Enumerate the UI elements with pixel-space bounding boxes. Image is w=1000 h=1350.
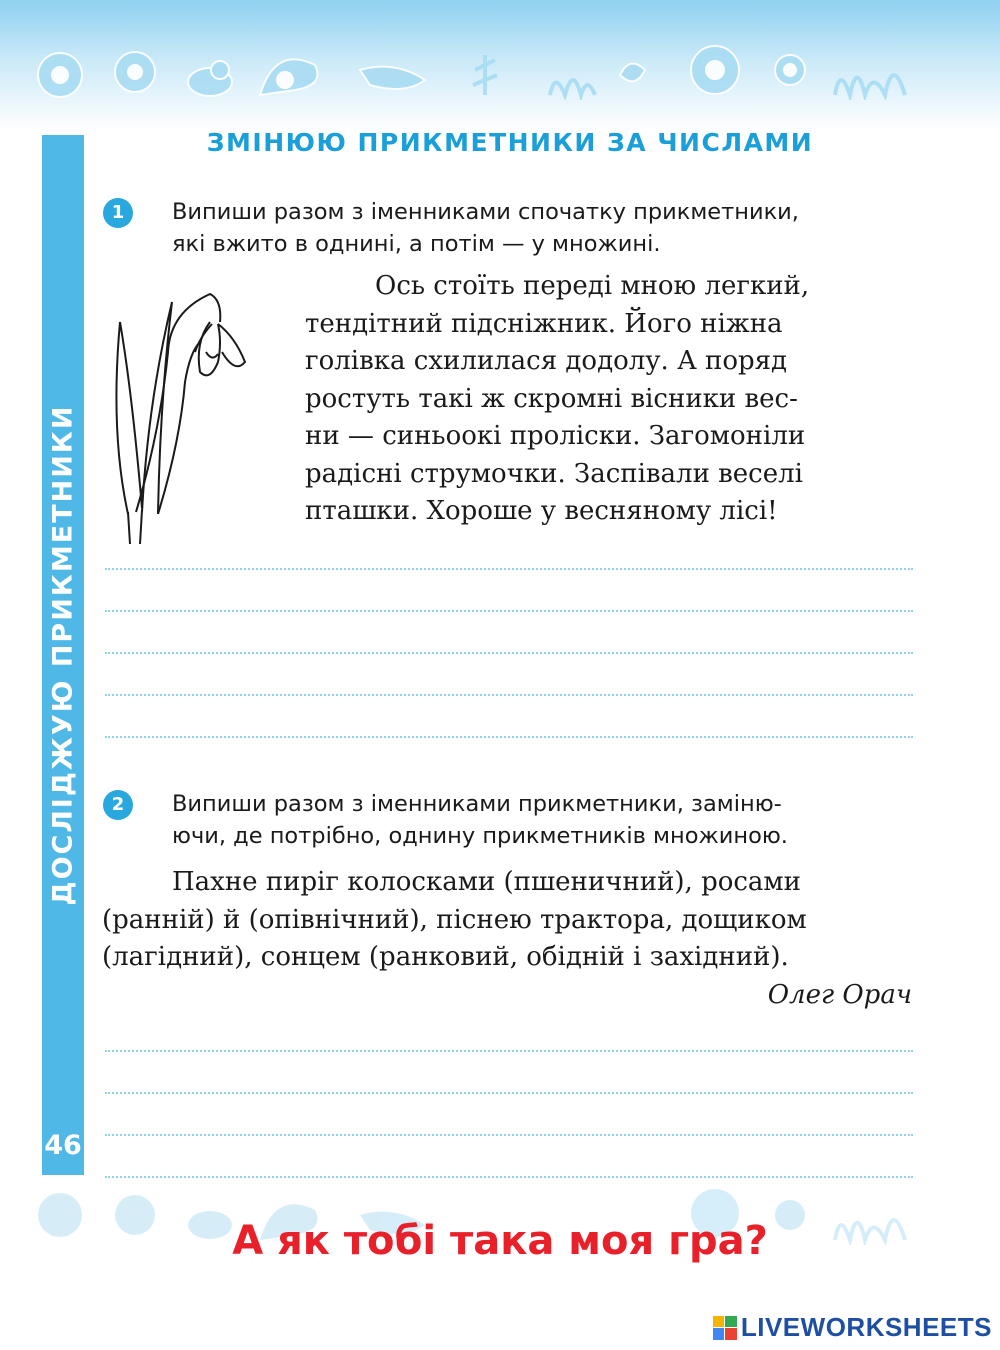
task-2-number: 2 — [103, 790, 133, 820]
instruction-line: ючи, де потрібно, однину прикметників множиною. — [172, 823, 788, 849]
liveworksheets-logo-icon — [713, 1316, 737, 1340]
page-number: 46 — [44, 1130, 82, 1161]
instruction-line: Випиши разом з іменниками прикметники, заміню- — [172, 791, 782, 817]
instruction-line: які вжито в однині, а потім — у множині. — [172, 231, 661, 257]
page-title: ЗМІНЮЮ ПРИКМЕТНИКИ ЗА ЧИСЛАМИ — [206, 128, 814, 157]
task-1-number: 1 — [103, 198, 133, 228]
task-2-instruction — [172, 788, 788, 852]
answer-line[interactable] — [105, 1050, 913, 1052]
text-line: голівка схилилася додолу. А поряд — [305, 346, 788, 376]
brand-footer[interactable] — [713, 1312, 992, 1343]
text-line: ростуть такі ж скромні вісники вес- — [305, 383, 798, 414]
text-line: (лагідний), сонцем (ранковий, обідній і західний). — [102, 942, 789, 972]
task-1-instruction — [172, 196, 799, 260]
text-line: пташки. Хороше у весняному лісі! — [305, 496, 778, 526]
text-line: Пахне пиріг колосками (пшеничний), росами — [172, 867, 801, 897]
answer-line[interactable] — [105, 736, 913, 738]
text-line: тендітний підсніжник. Його ніжна — [305, 308, 783, 339]
task-1-text — [305, 268, 912, 531]
snowdrop-illustration — [100, 282, 260, 550]
instruction-line: Випиши разом з іменниками спочатку прикметники, — [172, 199, 799, 225]
answer-line[interactable] — [105, 694, 913, 696]
answer-line[interactable] — [105, 652, 913, 654]
author-name: Олег Орач — [767, 980, 912, 1010]
call-to-action: А як тобі така моя гра? — [232, 1218, 768, 1264]
answer-line[interactable] — [105, 610, 913, 612]
text-line: Ось стоїть переді мною легкий, — [375, 271, 810, 301]
answer-line[interactable] — [105, 568, 913, 570]
answer-line[interactable] — [105, 1134, 913, 1136]
text-line: (ранній) й (опівнічний), піснею трактора, дощиком — [102, 904, 807, 935]
answer-line[interactable] — [105, 1176, 913, 1178]
text-line: радісні струмочки. Заспівали веселі — [305, 458, 803, 489]
text-line: ни — синьоокі проліски. Загомоніли — [305, 421, 806, 451]
section-label: ДОСЛІДЖУЮ ПРИКМЕТНИКИ — [47, 404, 79, 906]
task-2-text — [102, 864, 914, 977]
decorative-ornaments-top — [25, 40, 925, 100]
brand-name: LIVEWORKSHEETS — [740, 1312, 992, 1342]
answer-line[interactable] — [105, 1092, 913, 1094]
